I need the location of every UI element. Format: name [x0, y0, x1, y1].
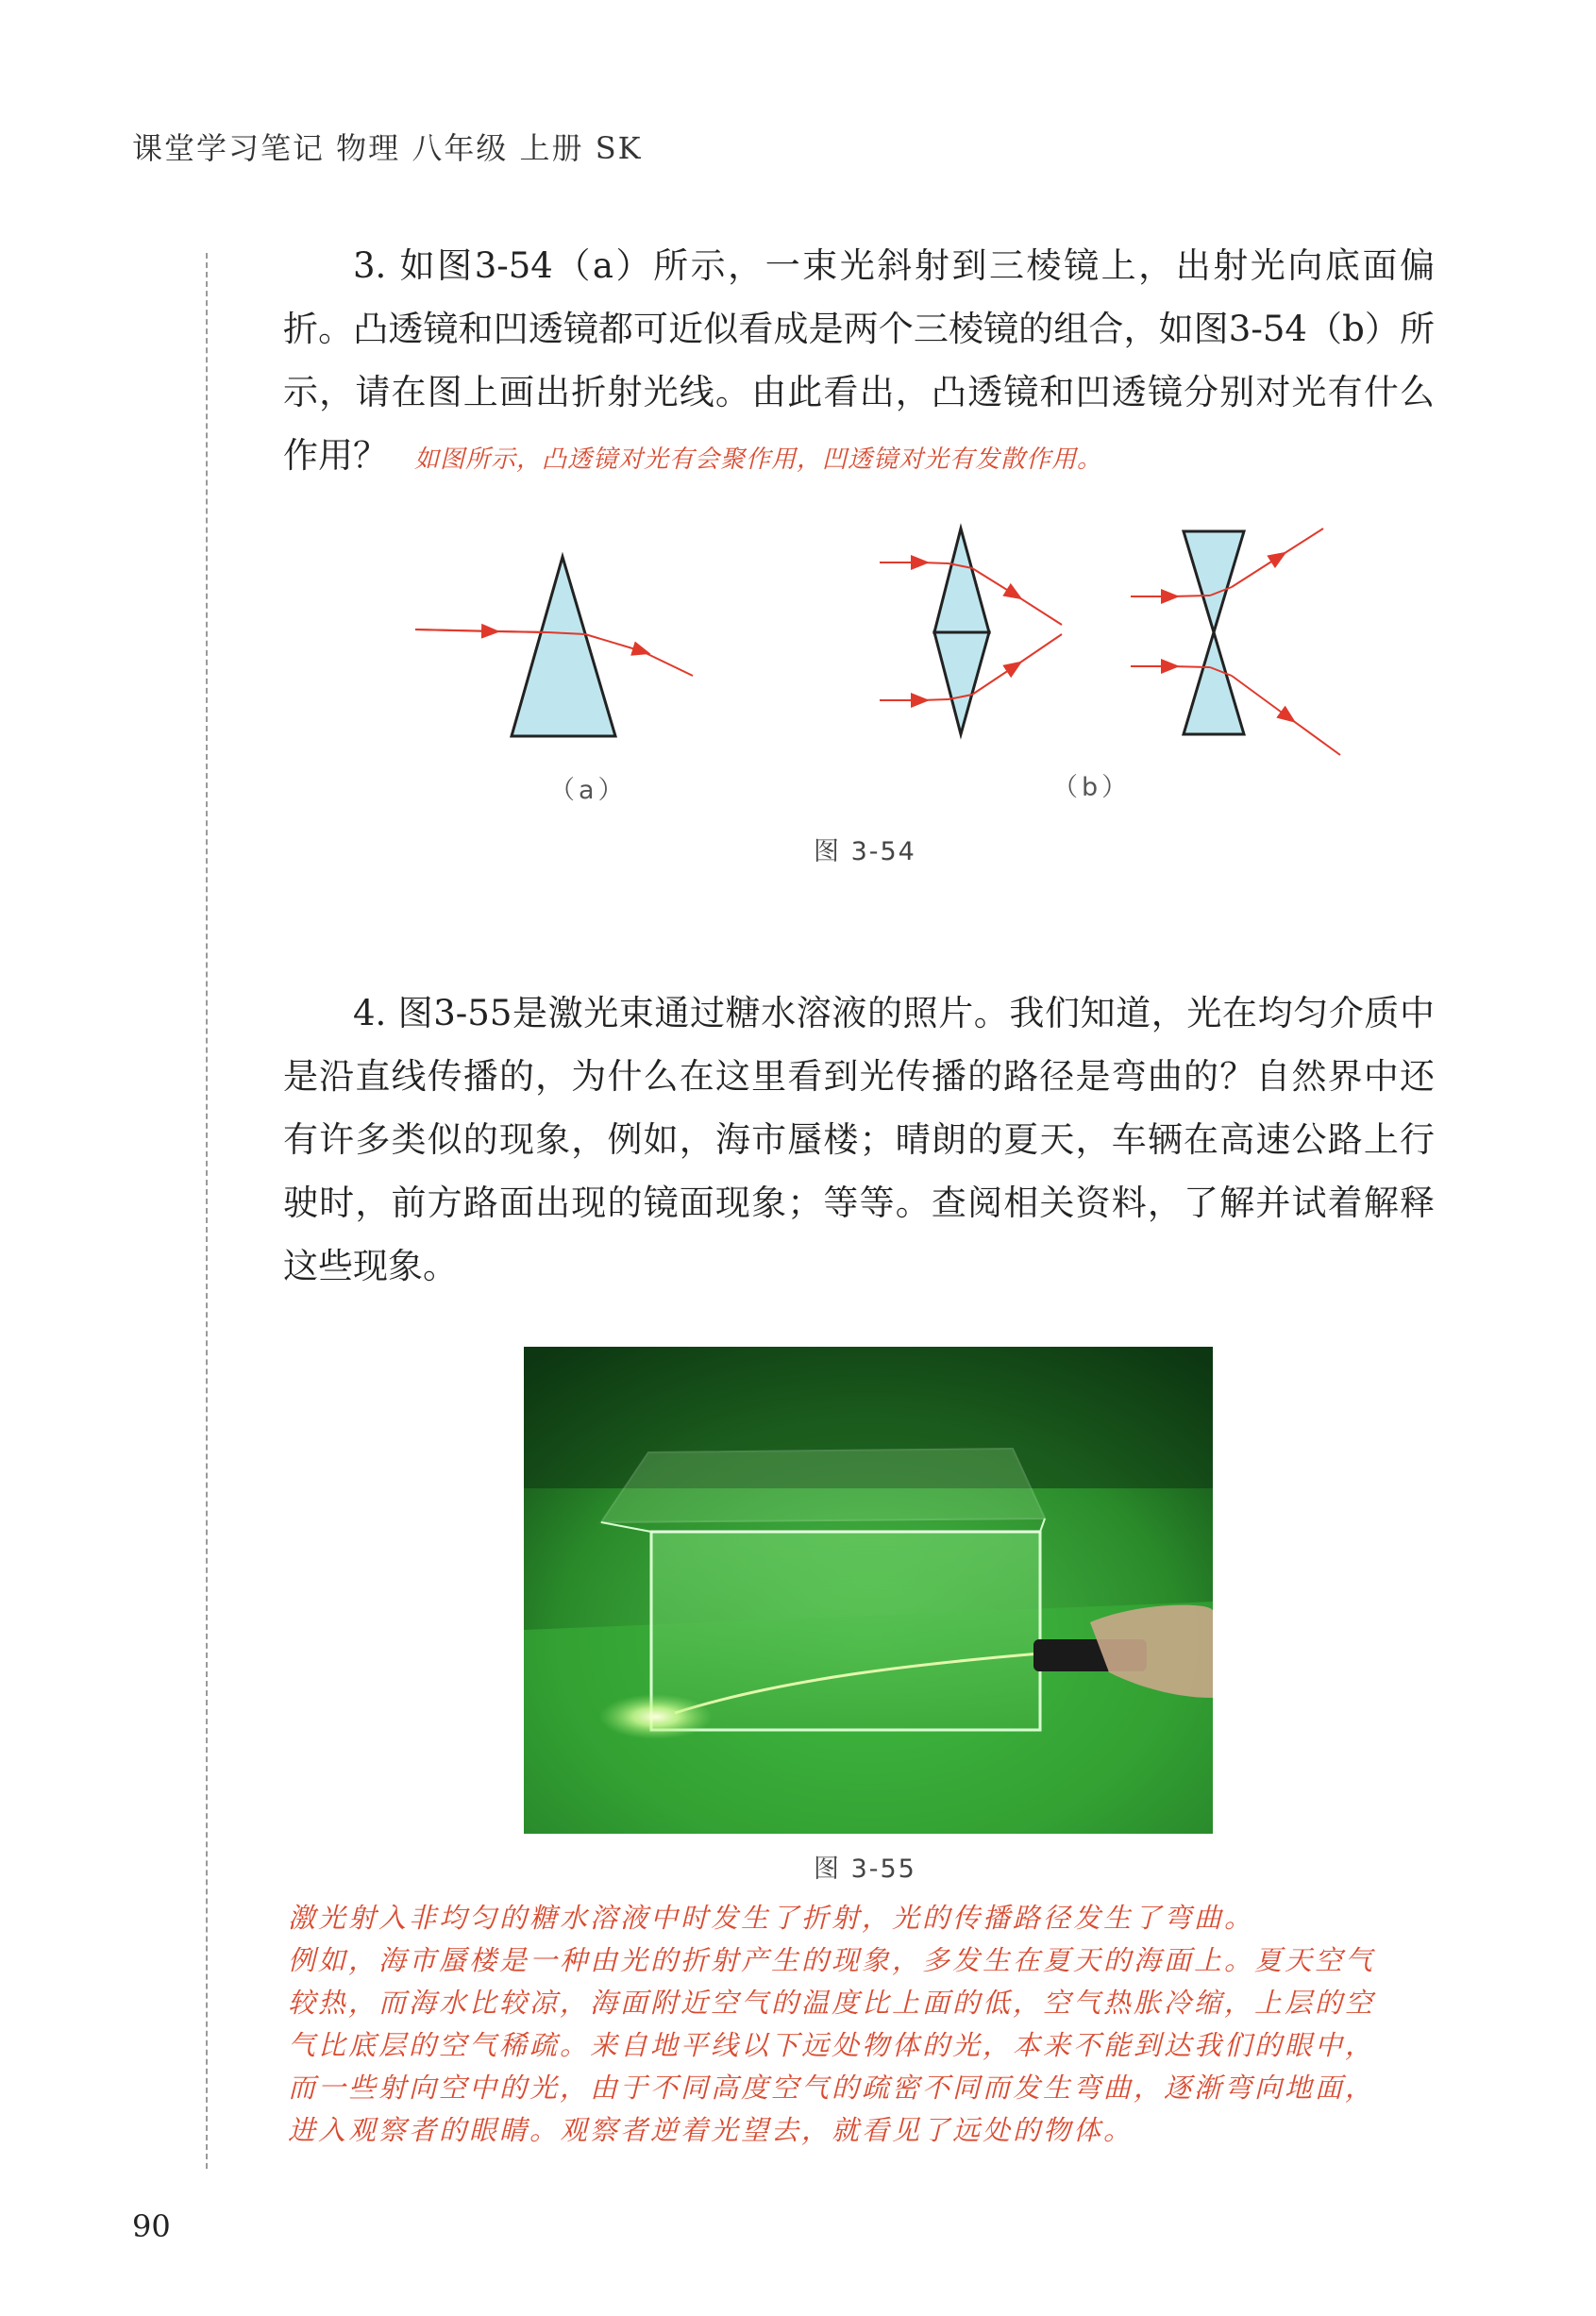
- question-3-handwritten-answer: 如图所示，凸透镜对光有会聚作用，凹透镜对光有发散作用。: [414, 445, 1103, 474]
- laser-sugar-water-photo: [524, 1347, 1213, 1834]
- answer-line: 激光射入非均匀的糖水溶液中时发生了折射，光的传播路径发生了弯曲。: [288, 1902, 1255, 1934]
- answer-line: 进入观察者的眼睛。观察者逆着光望去，就看见了远处的物体。: [288, 2114, 1134, 2146]
- question-3-text: 3. 如图3-54（a）所示，一束光斜射到三棱镜上，出射光向底面偏折。凸透镜和凹透镜都可近似看成是两个三棱镜的组合，如图3-54（b）所示，请在图上画出折射光线。由此看出，凸透镜和凹透镜分别对光有什么作用？: [283, 245, 1435, 476]
- question-4-handwritten-answer: [288, 1897, 1449, 2152]
- figure-b-concave-lens: [1184, 531, 1244, 734]
- question-4: 4. 图3-55是激光束通过糖水溶液的照片。我们知道，光在均匀介质中是沿直线传播的，为什么在这里看到光传播的路径是弯曲的？自然界中还有许多类似的现象，例如，海市蜃楼；晴朗的夏天，车辆在高速公路上行驶时，前方路面出现的镜面现象；等等。查阅相关资料，了解并试着解释这些现象。: [283, 993, 1435, 1286]
- figure-3-54-caption: 图 3-54: [814, 837, 916, 866]
- answer-line: 而一些射向空中的光，由于不同高度空气的疏密不同而发生弯曲，逐渐弯向地面，: [288, 2072, 1376, 2104]
- answer-line: 较热，而海水比较凉，海面附近空气的温度比上面的低，空气热胀冷缩，上层的空: [288, 1987, 1376, 2019]
- figure-a-prism: [512, 557, 615, 736]
- page-header: 课堂学习笔记 物理 八年级 上册 SK: [132, 130, 643, 166]
- figure-3-55-caption: 图 3-55: [814, 1854, 916, 1884]
- figure-b-label: （b）: [1052, 773, 1132, 802]
- figure-b-convex-lens: [934, 529, 989, 734]
- page-number: 90: [132, 2208, 171, 2244]
- answer-line: 气比底层的空气稀疏。来自地平线以下远处物体的光，本来不能到达我们的眼中，: [288, 2029, 1376, 2061]
- answer-line: 例如，海市蜃楼是一种由光的折射产生的现象，多发生在夏天的海面上。夏天空气: [288, 1944, 1376, 1976]
- figure-a-label: （a）: [549, 776, 628, 805]
- figure-3-54: [0, 0, 1596, 906]
